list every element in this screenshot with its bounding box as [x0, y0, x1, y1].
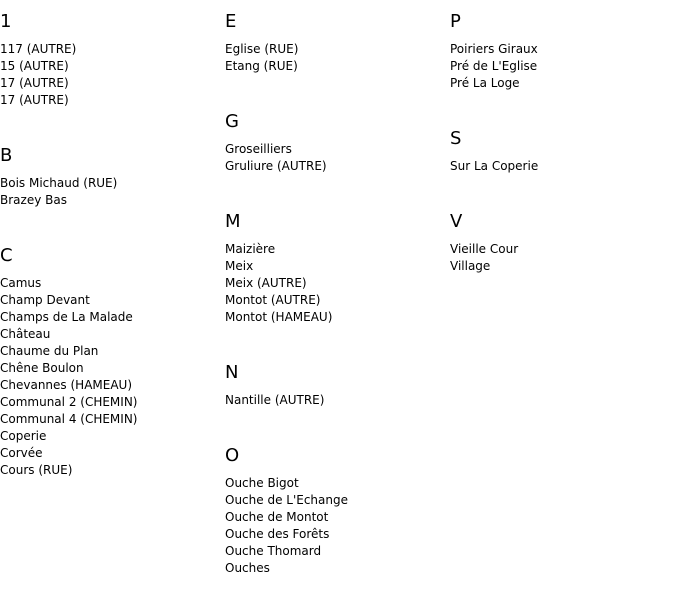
index-column-2 — [225, 0, 445, 602]
street-link[interactable]: Pré de L'Eglise — [450, 59, 538, 73]
street-link[interactable]: Corvée — [0, 446, 43, 460]
street-list — [225, 467, 445, 602]
letter-group — [0, 234, 220, 504]
letter-heading: M — [225, 211, 241, 232]
street-list — [450, 33, 670, 117]
street-link[interactable]: Maizière — [225, 242, 276, 256]
street-link[interactable]: Ouche de Montot — [225, 510, 329, 524]
street-link[interactable]: Gruliure (AUTRE) — [225, 159, 327, 173]
letter-group — [225, 200, 445, 351]
letter-group — [225, 100, 445, 200]
street-link[interactable]: Vieille Cour — [450, 242, 519, 256]
street-link[interactable]: Bois Michaud (RUE) — [0, 176, 118, 190]
letter-heading: N — [225, 362, 239, 383]
street-link[interactable]: Ouches — [225, 561, 270, 575]
street-link[interactable]: Chaume du Plan — [0, 344, 99, 358]
street-list — [0, 33, 220, 134]
letter-heading: V — [450, 211, 463, 232]
letter-group — [0, 0, 220, 134]
street-link[interactable]: Meix — [225, 259, 254, 273]
street-link[interactable]: Eglise (RUE) — [225, 42, 299, 56]
street-list — [225, 233, 445, 351]
street-link[interactable]: 17 (AUTRE) — [0, 76, 69, 90]
street-link[interactable]: 117 (AUTRE) — [0, 42, 77, 56]
street-link[interactable]: Nantille (AUTRE) — [225, 393, 325, 407]
index-column-1 — [0, 0, 220, 504]
letter-group — [225, 351, 445, 434]
letter-heading: S — [450, 128, 462, 149]
index-column-3 — [450, 0, 670, 300]
street-link[interactable]: Coperie — [0, 429, 47, 443]
letter-heading: O — [225, 445, 240, 466]
letter-heading: P — [450, 11, 461, 32]
street-link[interactable]: Ouche Bigot — [225, 476, 299, 490]
letter-heading: B — [0, 145, 13, 166]
letter-heading: C — [0, 245, 13, 266]
street-link[interactable]: Brazey Bas — [0, 193, 67, 207]
street-list — [0, 167, 220, 234]
letter-group — [225, 434, 445, 602]
letter-group — [225, 0, 445, 100]
street-list — [0, 267, 220, 504]
street-link[interactable]: Village — [450, 259, 491, 273]
letter-group — [450, 200, 670, 300]
letter-group — [0, 134, 220, 234]
street-list — [225, 33, 445, 100]
street-link[interactable]: Ouche des Forêts — [225, 527, 330, 541]
street-link[interactable]: Groseilliers — [225, 142, 292, 156]
letter-heading: G — [225, 111, 239, 132]
street-link[interactable]: Communal 4 (CHEMIN) — [0, 412, 138, 426]
letter-heading: E — [225, 11, 237, 32]
street-link[interactable]: Montot (HAMEAU) — [225, 310, 333, 324]
street-list — [225, 133, 445, 200]
letter-group — [450, 0, 670, 117]
street-link[interactable]: Etang (RUE) — [225, 59, 298, 73]
street-link[interactable]: Champ Devant — [0, 293, 90, 307]
street-link[interactable]: Pré La Loge — [450, 76, 520, 90]
street-link[interactable]: Ouche de L'Echange — [225, 493, 348, 507]
street-link[interactable]: Sur La Coperie — [450, 159, 539, 173]
street-list — [450, 150, 670, 200]
street-link[interactable]: Chevannes (HAMEAU) — [0, 378, 133, 392]
street-list — [225, 384, 445, 434]
street-link[interactable]: Champs de La Malade — [0, 310, 133, 324]
street-link[interactable]: 17 (AUTRE) — [0, 93, 69, 107]
letter-heading: 1 — [0, 11, 12, 32]
street-link[interactable]: 15 (AUTRE) — [0, 59, 69, 73]
street-list — [450, 233, 670, 300]
street-link[interactable]: Communal 2 (CHEMIN) — [0, 395, 138, 409]
street-link[interactable]: Cours (RUE) — [0, 463, 73, 477]
street-link[interactable]: Meix (AUTRE) — [225, 276, 307, 290]
letter-group — [450, 117, 670, 200]
street-link[interactable]: Camus — [0, 276, 42, 290]
street-link[interactable]: Montot (AUTRE) — [225, 293, 321, 307]
street-link[interactable]: Château — [0, 327, 51, 341]
street-link[interactable]: Poiriers Giraux — [450, 42, 538, 56]
street-link[interactable]: Ouche Thomard — [225, 544, 322, 558]
street-link[interactable]: Chêne Boulon — [0, 361, 84, 375]
